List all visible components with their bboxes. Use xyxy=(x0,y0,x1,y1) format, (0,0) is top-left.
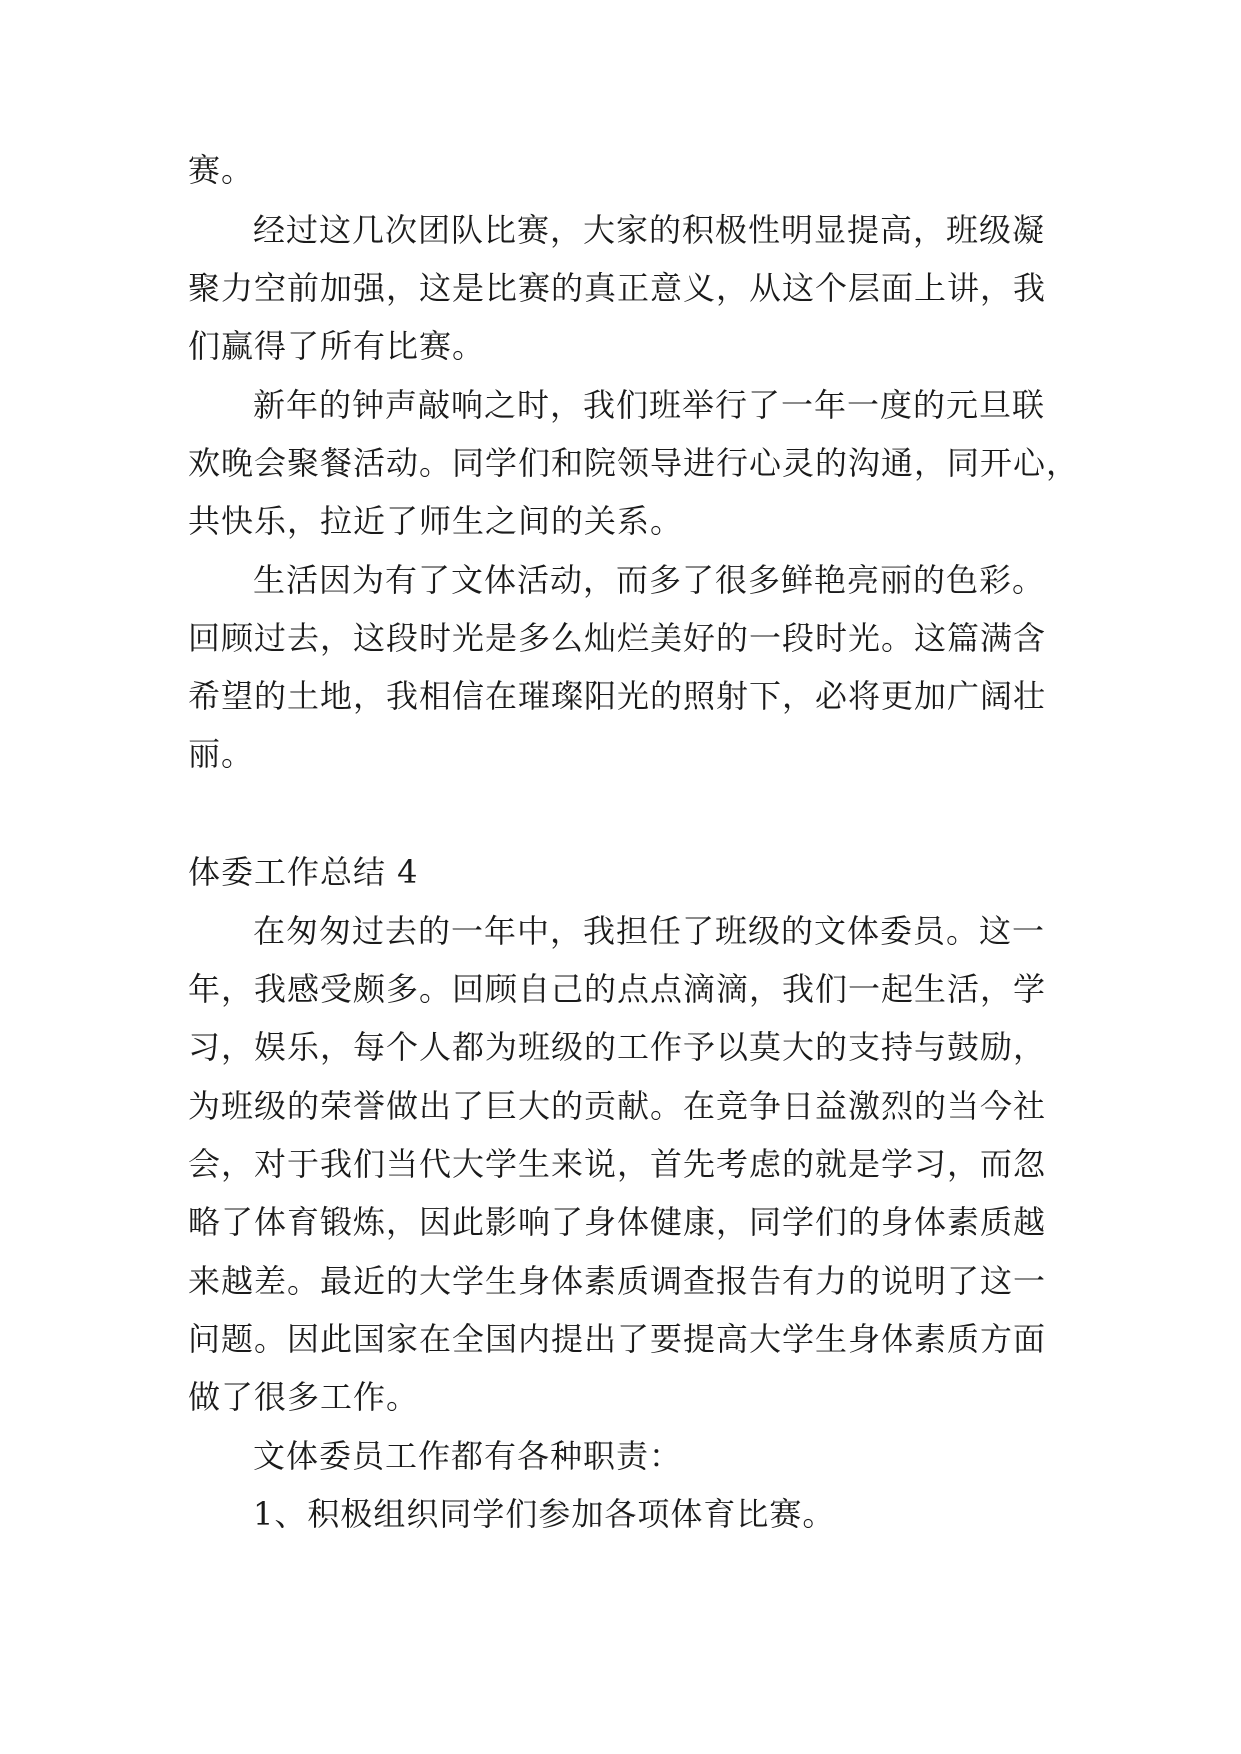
paragraph-line: 丽。 xyxy=(188,735,255,773)
paragraph-line: 共快乐，拉近了师生之间的关系。 xyxy=(188,502,684,540)
paragraph-line: 新年的钟声敲响之时，我们班举行了一年一度的元旦联 xyxy=(253,386,1046,424)
paragraph-line: 会，对于我们当代大学生来说，首先考虑的就是学习，而忽 xyxy=(188,1145,1047,1183)
paragraph-line: 文体委员工作都有各种职责： xyxy=(253,1437,683,1475)
list-item: 1、积极组织同学们参加各项体育比赛。 xyxy=(253,1495,836,1533)
paragraph-line: 们赢得了所有比赛。 xyxy=(188,327,486,365)
paragraph-line: 经过这几次团队比赛，大家的积极性明显提高，班级凝 xyxy=(253,211,1046,249)
paragraph-line: 在匆匆过去的一年中，我担任了班级的文体委员。这一 xyxy=(253,912,1046,950)
paragraph-line: 年，我感受颇多。回顾自己的点点滴滴，我们一起生活，学 xyxy=(188,970,1047,1008)
paragraph-line: 欢晚会聚餐活动。同学们和院领导进行心灵的沟通，同开心， xyxy=(188,444,1080,482)
paragraph-line: 来越差。最近的大学生身体素质调查报告有力的说明了这一 xyxy=(188,1262,1047,1300)
paragraph-line: 为班级的荣誉做出了巨大的贡献。在竞争日益激烈的当今社 xyxy=(188,1087,1047,1125)
paragraph-line: 聚力空前加强，这是比赛的真正意义，从这个层面上讲，我 xyxy=(188,269,1047,307)
paragraph-line: 希望的土地，我相信在璀璨阳光的照射下，必将更加广阔壮 xyxy=(188,677,1047,715)
section-heading: 体委工作总结 4 xyxy=(188,853,419,891)
paragraph-line: 问题。因此国家在全国内提出了要提高大学生身体素质方面 xyxy=(188,1320,1047,1358)
paragraph-line: 生活因为有了文体活动，而多了很多鲜艳亮丽的色彩。 xyxy=(253,561,1046,599)
paragraph-line: 习，娱乐，每个人都为班级的工作予以莫大的支持与鼓励， xyxy=(188,1028,1047,1066)
paragraph-line: 略了体育锻炼，因此影响了身体健康，同学们的身体素质越 xyxy=(188,1203,1047,1241)
paragraph-line: 做了很多工作。 xyxy=(188,1378,420,1416)
paragraph-line: 回顾过去，这段时光是多么灿烂美好的一段时光。这篇满含 xyxy=(188,619,1047,657)
paragraph-line: 赛。 xyxy=(188,151,255,189)
